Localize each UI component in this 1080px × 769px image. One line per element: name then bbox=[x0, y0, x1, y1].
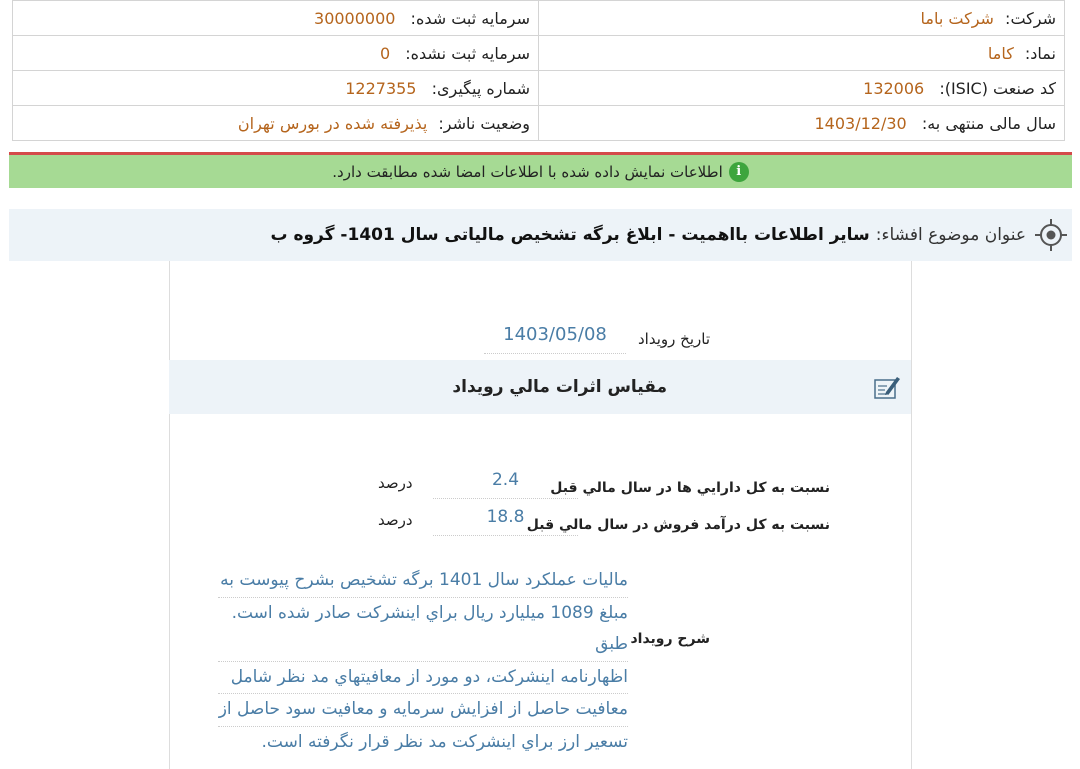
capital-unregistered-value: 0 bbox=[379, 43, 391, 63]
info-row bbox=[13, 71, 1065, 106]
edit-note-icon bbox=[873, 374, 901, 400]
capital-unregistered-cell bbox=[13, 36, 539, 71]
symbol-label: نماد: bbox=[1024, 43, 1056, 63]
publisher-status-value: پذیرفته شده در بورس تهران bbox=[237, 113, 428, 133]
info-row bbox=[13, 36, 1065, 71]
symbol-cell bbox=[539, 36, 1065, 71]
company-info-table bbox=[12, 0, 1065, 141]
company-name-cell bbox=[539, 1, 1065, 36]
description-line: معافيت حاصل از افزايش سرمايه و معافيت سود حاصل از bbox=[218, 694, 628, 727]
capital-unregistered-label: سرمایه ثبت نشده: bbox=[405, 43, 530, 63]
target-icon bbox=[1034, 218, 1068, 252]
financial-effects-header bbox=[169, 360, 911, 414]
isic-label: کد صنعت (ISIC): bbox=[939, 78, 1056, 98]
info-icon: i bbox=[729, 162, 749, 182]
event-date-field bbox=[484, 322, 710, 358]
financial-effects-title: مقياس اثرات مالي رويداد bbox=[452, 377, 667, 397]
info-row bbox=[13, 1, 1065, 36]
company-name-label: شرکت: bbox=[1005, 8, 1056, 28]
tracking-label: شماره پیگیری: bbox=[431, 78, 530, 98]
isic-cell bbox=[539, 71, 1065, 106]
ratio-unit: درصد bbox=[378, 511, 413, 529]
capital-registered-value: 30000000 bbox=[314, 8, 396, 28]
isic-value: 132006 bbox=[863, 78, 925, 98]
ratio-label: نسبت به کل دارايي ها در سال مالي قبل bbox=[550, 480, 830, 496]
fiscal-year-label: سال مالی منتهی به: bbox=[921, 113, 1056, 133]
disclosure-subject-header bbox=[9, 209, 1072, 261]
ratio-value: 2.4 bbox=[433, 470, 578, 499]
event-date-label: تاریخ رویداد bbox=[638, 330, 710, 348]
publisher-status-label: وضعیت ناشر: bbox=[438, 113, 530, 133]
company-name-value[interactable]: شرکت باما bbox=[920, 8, 994, 28]
ratio-row-revenue bbox=[370, 507, 830, 541]
fiscal-year-value: 1403/12/30 bbox=[814, 113, 907, 133]
fiscal-year-cell bbox=[539, 106, 1065, 141]
info-row bbox=[13, 106, 1065, 141]
tracking-cell bbox=[13, 71, 539, 106]
description-line: ماليات عملکرد سال 1401 برگه تشخيص بشرح پيوست به bbox=[218, 565, 628, 598]
verification-banner bbox=[9, 152, 1072, 188]
ratio-unit: درصد bbox=[378, 474, 413, 492]
verification-text: اطلاعات نمایش داده شده با اطلاعات امضا شده مطابقت دارد. bbox=[332, 162, 723, 181]
capital-registered-label: سرمایه ثبت شده: bbox=[410, 8, 530, 28]
ratio-value: 18.8 bbox=[433, 507, 578, 536]
description-line: اظهارنامه اينشرکت، دو مورد از معافيتهاي مد نظر شامل bbox=[218, 662, 628, 695]
tracking-value: 1227355 bbox=[345, 78, 417, 98]
description-line: مبلغ 1089 ميليارد ريال براي اينشرکت صادر شده است. طبق bbox=[218, 598, 628, 662]
subject-title: سایر اطلاعات بااهمیت - ابلاغ برگه تشخیص مالیاتی سال 1401- گروه ب bbox=[270, 225, 870, 245]
ratio-label: نسبت به کل درآمد فروش در سال مالي قبل bbox=[526, 517, 830, 533]
capital-registered-cell bbox=[13, 1, 539, 36]
event-description bbox=[218, 565, 710, 752]
publisher-status-cell bbox=[13, 106, 539, 141]
event-date-value: 1403/05/08 bbox=[484, 324, 626, 354]
ratio-row-assets bbox=[370, 470, 830, 504]
event-description-text bbox=[218, 565, 628, 758]
subject-label: عنوان موضوع افشاء: bbox=[875, 225, 1026, 245]
symbol-value[interactable]: کاما bbox=[987, 43, 1014, 63]
description-line: تسعير ارز براي اينشرکت مد نظر قرار نگرفته است. bbox=[261, 731, 628, 752]
event-description-label: شرح رويداد bbox=[630, 631, 710, 647]
